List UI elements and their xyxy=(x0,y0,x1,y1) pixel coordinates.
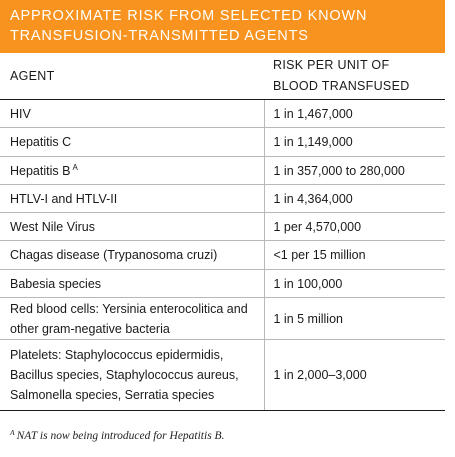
risk-header-line-2: BLOOD TRANSFUSED xyxy=(273,79,410,93)
risk-cell: 1 in 4,364,000 xyxy=(264,185,445,213)
agent-cell xyxy=(0,241,264,270)
agent-cell xyxy=(0,157,264,185)
table-body xyxy=(0,100,445,411)
title-line-1: APPROXIMATE RISK FROM SELECTED KNOWN xyxy=(10,8,368,24)
risk-cell: 1 in 1,149,000 xyxy=(264,128,445,157)
agent-line: Bacillus species, Staphylococcus aureus, xyxy=(10,368,239,382)
agent-cell xyxy=(0,270,264,298)
footnote xyxy=(10,430,224,442)
footnote-reference-mark: A xyxy=(72,162,78,172)
risk-cell: <1 per 15 million xyxy=(264,241,445,270)
table-row xyxy=(0,241,445,270)
footnote-text: NAT is now being introduced for Hepatitis B. xyxy=(16,430,225,442)
table-row xyxy=(0,128,445,157)
risk-cell: 1 in 5 million xyxy=(264,298,445,340)
agent-line: Platelets: Staphylococcus epidermidis, xyxy=(10,348,224,362)
agent-cell xyxy=(0,213,264,241)
table-row xyxy=(0,298,445,340)
agent-line: Chagas disease (Trypanosoma cruzi) xyxy=(10,248,218,262)
table-row xyxy=(0,213,445,241)
risk-table xyxy=(0,53,445,411)
risk-cell: 1 in 357,000 to 280,000 xyxy=(264,157,445,185)
agent-line: HIV xyxy=(10,106,31,121)
agent-line: Salmonella species, Serratia species xyxy=(10,388,215,402)
risk-cell: 1 in 1,467,000 xyxy=(264,100,445,128)
risk-cell: 1 per 4,570,000 xyxy=(264,213,445,241)
agent-line: Babesia species xyxy=(10,276,102,291)
agent-cell xyxy=(0,100,264,128)
table-row xyxy=(0,157,445,185)
table-title-banner xyxy=(0,0,445,53)
agent-line: Hepatitis B xyxy=(10,163,71,178)
agent-cell xyxy=(0,340,264,411)
agent-column-header: AGENT xyxy=(0,53,264,100)
table-row xyxy=(0,100,445,128)
title-line-2: TRANSFUSION-TRANSMITTED AGENTS xyxy=(10,28,309,44)
agent-line: West Nile Virus xyxy=(10,219,95,234)
agent-cell xyxy=(0,298,264,340)
risk-header-line-1: RISK PER UNIT OF xyxy=(273,58,390,72)
risk-column-header xyxy=(264,53,445,100)
risk-cell: 1 in 2,000–3,000 xyxy=(264,340,445,411)
risk-cell: 1 in 100,000 xyxy=(264,270,445,298)
agent-cell xyxy=(0,128,264,157)
footnote-mark: A xyxy=(10,428,15,437)
agent-cell xyxy=(0,185,264,213)
table-header-row xyxy=(0,53,445,100)
agent-line: other gram-negative bacteria xyxy=(10,321,170,336)
agent-line: HTLV-I and HTLV-II xyxy=(10,191,118,206)
table-row xyxy=(0,185,445,213)
agent-line: Hepatitis C xyxy=(10,135,72,149)
table-row xyxy=(0,340,445,411)
table-row xyxy=(0,270,445,298)
agent-line: Red blood cells: Yersinia enterocolitica and xyxy=(10,301,248,316)
